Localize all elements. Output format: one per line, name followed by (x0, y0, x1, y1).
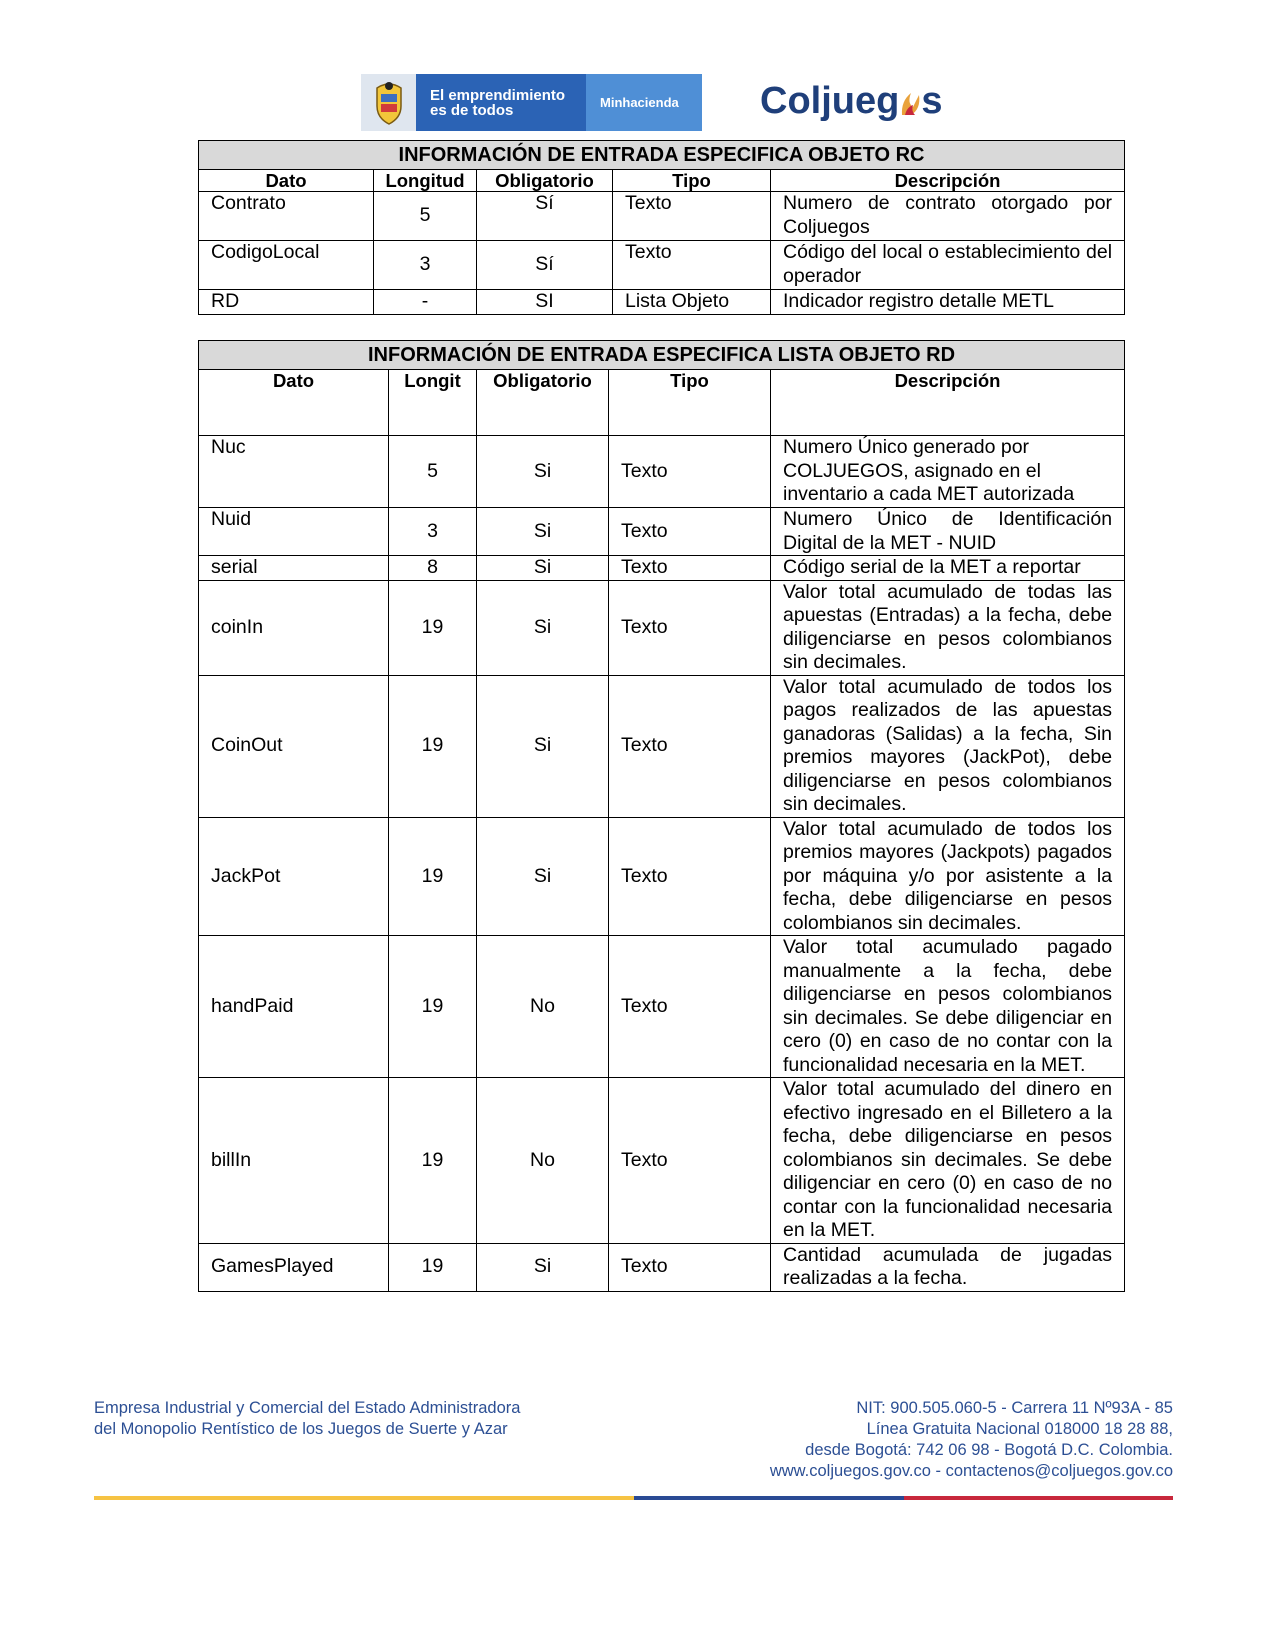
table-row (199, 675, 1125, 817)
table-row (199, 580, 1125, 675)
cell-descripcion: Numero Único de Identificación Digital de la MET - NUID (771, 508, 1125, 556)
column-header-tipo: Tipo (609, 370, 771, 436)
cell-tipo: Texto (609, 936, 771, 1078)
footer-bar-blue (634, 1496, 904, 1500)
cell-obligatorio: Si (477, 1243, 609, 1291)
cell-obligatorio: Si (477, 508, 609, 556)
cell-descripcion: Valor total acumulado pagado manualmente a la fecha, debe diligenciarse en pesos colombianos sin decimales. Se debe diligenciar en cero (0) en caso de no contar con la funcionalidad necesaria en la MET. (771, 936, 1125, 1078)
table-row (199, 817, 1125, 936)
cell-descripcion: Cantidad acumulada de jugadas realizadas a la fecha. (771, 1243, 1125, 1291)
cell-descripcion: Indicador registro detalle METL (771, 290, 1125, 315)
cell-dato: Contrato (199, 192, 374, 241)
footer-color-bar (94, 1496, 1173, 1500)
government-logo (361, 74, 702, 131)
table-row (199, 936, 1125, 1078)
column-header-longitud: Longitud (374, 170, 477, 192)
cell-longitud: 19 (389, 936, 477, 1078)
cell-tipo: Lista Objeto (613, 290, 771, 315)
column-header-tipo: Tipo (613, 170, 771, 192)
table-row (199, 1243, 1125, 1291)
cell-obligatorio: Sí (477, 241, 613, 290)
cell-dato: GamesPlayed (199, 1243, 389, 1291)
column-header-longitud: Longit (389, 370, 477, 436)
flame-swoosh-icon (899, 89, 921, 117)
brand-text-prefix: Coljueg (760, 80, 900, 122)
column-header-descripcion: Descripción (771, 170, 1125, 192)
cell-obligatorio: SI (477, 290, 613, 315)
coat-of-arms-icon (361, 74, 416, 131)
footer-web-email[interactable]: www.coljuegos.gov.co - contactenos@coljuegos.gov.co (769, 1462, 1173, 1480)
cell-obligatorio: Si (477, 817, 609, 936)
footer-left-line: del Monopolio Rentístico de los Juegos de Suerte y Azar (94, 1420, 508, 1438)
cell-descripcion: Valor total acumulado del dinero en efectivo ingresado en el Billetero a la fecha, debe diligenciarse en pesos colombianos sin decimales. Se debe diligenciar en cero (0) en caso de no contar con la funcionalidad necesaria en la MET. (771, 1078, 1125, 1244)
column-header-dato: Dato (199, 170, 374, 192)
table-objeto-rc (198, 140, 1125, 315)
cell-obligatorio: Si (477, 556, 609, 581)
cell-dato: JackPot (199, 817, 389, 936)
cell-dato: billIn (199, 1078, 389, 1244)
footer-left-line: Empresa Industrial y Comercial del Estado Administradora (94, 1399, 521, 1417)
cell-dato: handPaid (199, 936, 389, 1078)
cell-obligatorio: No (477, 936, 609, 1078)
cell-dato: Nuid (199, 508, 389, 556)
cell-tipo: Texto (609, 508, 771, 556)
table-row (199, 1078, 1125, 1244)
cell-longitud: 19 (389, 1078, 477, 1244)
cell-obligatorio: Si (477, 580, 609, 675)
cell-longitud: 19 (389, 1243, 477, 1291)
cell-descripcion: Valor total acumulado de todas las apuestas (Entradas) a la fecha, debe diligenciarse en pesos colombianos sin decimales. (771, 580, 1125, 675)
cell-longitud: 19 (389, 675, 477, 817)
cell-dato: RD (199, 290, 374, 315)
cell-longitud: 5 (374, 192, 477, 241)
cell-tipo: Texto (609, 1243, 771, 1291)
cell-descripcion: Código del local o establecimiento del operador (771, 241, 1125, 290)
cell-dato: coinIn (199, 580, 389, 675)
cell-dato: serial (199, 556, 389, 581)
footer-nit-address: NIT: 900.505.060-5 - Carrera 11 Nº93A - 85 (856, 1399, 1173, 1417)
cell-tipo: Texto (609, 817, 771, 936)
cell-tipo: Texto (609, 1078, 771, 1244)
cell-descripcion: Código serial de la MET a reportar (771, 556, 1125, 581)
logo-ministry (586, 74, 702, 131)
table-row (199, 508, 1125, 556)
table-row (199, 556, 1125, 581)
cell-tipo: Texto (609, 580, 771, 675)
logo-slogan-line1: El emprendimiento (430, 86, 566, 104)
cell-tipo: Texto (613, 192, 771, 241)
cell-tipo: Texto (609, 556, 771, 581)
cell-descripcion: Numero Único generado por COLJUEGOS, asignado en el inventario a cada MET autorizada (771, 436, 1125, 508)
column-header-dato: Dato (199, 370, 389, 436)
cell-descripcion: Valor total acumulado de todos los premios mayores (Jackpots) pagados por máquina y/o por asistente a la fecha, debe diligenciarse en pesos colombianos sin decimales. (771, 817, 1125, 936)
cell-descripcion: Valor total acumulado de todos los pagos realizados de las apuestas ganadoras (Salidas) a la fecha, Sin premios mayores (JackPot), debe diligenciarse en pesos colombianos sin decimales. (771, 675, 1125, 817)
table-row (199, 192, 1125, 241)
footer-bar-red (904, 1496, 1173, 1500)
footer-phone-bogota: desde Bogotá: 742 06 98 - Bogotá D.C. Colombia. (805, 1441, 1173, 1459)
column-header-obligatorio: Obligatorio (477, 370, 609, 436)
cell-longitud: 19 (389, 580, 477, 675)
column-header-obligatorio: Obligatorio (477, 170, 613, 192)
table-lista-objeto-rd (198, 340, 1125, 1292)
cell-tipo: Texto (609, 436, 771, 508)
cell-obligatorio: Si (477, 436, 609, 508)
logo-slogan-line2: es de todos (430, 101, 514, 119)
cell-longitud: 19 (389, 817, 477, 936)
table-row (199, 241, 1125, 290)
coljuegos-logo (760, 80, 942, 123)
table-title: INFORMACIÓN DE ENTRADA ESPECIFICA OBJETO RC (199, 141, 1125, 170)
table-row (199, 290, 1125, 315)
cell-obligatorio: Sí (477, 192, 613, 241)
table-row (199, 436, 1125, 508)
footer-contact-info (770, 1398, 1173, 1482)
cell-descripcion: Numero de contrato otorgado por Coljuegos (771, 192, 1125, 241)
cell-tipo: Texto (609, 675, 771, 817)
logo-ministry-text: Minhacienda (600, 95, 679, 110)
cell-tipo: Texto (613, 241, 771, 290)
cell-dato: CoinOut (199, 675, 389, 817)
cell-dato: Nuc (199, 436, 389, 508)
brand-text-suffix: s (921, 80, 943, 122)
cell-obligatorio: No (477, 1078, 609, 1244)
cell-longitud: 3 (374, 241, 477, 290)
cell-longitud: 5 (389, 436, 477, 508)
footer-company-info (94, 1398, 520, 1440)
cell-longitud: 3 (389, 508, 477, 556)
footer-phone-national: Línea Gratuita Nacional 018000 18 28 88, (866, 1420, 1173, 1438)
logo-slogan (416, 74, 586, 131)
column-header-descripcion: Descripción (771, 370, 1125, 436)
table-title: INFORMACIÓN DE ENTRADA ESPECIFICA LISTA OBJETO RD (199, 341, 1125, 370)
footer-bar-yellow (94, 1496, 634, 1500)
cell-longitud: 8 (389, 556, 477, 581)
cell-obligatorio: Si (477, 675, 609, 817)
cell-longitud: - (374, 290, 477, 315)
cell-dato: CodigoLocal (199, 241, 374, 290)
